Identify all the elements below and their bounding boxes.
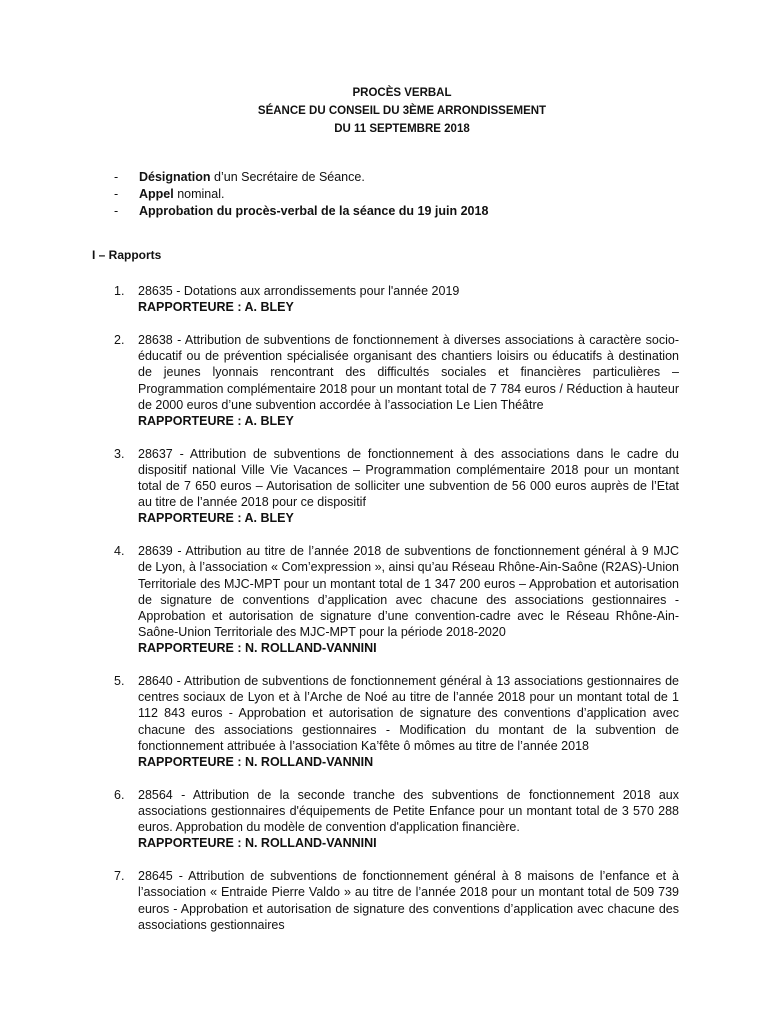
document-header	[0, 84, 770, 138]
agenda-dash: -	[114, 204, 119, 218]
agenda-dash: -	[114, 170, 119, 184]
agenda-item	[114, 203, 674, 220]
report-text: 28640 - Attribution de subventions de fonctionnement général à 13 associations gestionnaires de centres sociaux de Lyon et à l’Arche de Noé au titre de l’année 2018 pour un montant total de 1 112 843 euros - Approbation et autorisation de signature des conventions d’application avec chacune des associations gestionnaires - Modification du montant de la subvention de fonctionnement attribuée à l’association Ka’fête ô mômes au titre de l’année 2018	[138, 674, 679, 753]
report-item	[114, 673, 679, 770]
header-session: SÉANCE DU CONSEIL DU 3ÈME ARRONDISSEMENT	[257, 105, 547, 117]
agenda-item-bold: Appel	[139, 187, 174, 201]
report-item	[114, 543, 679, 656]
report-rapporteur: RAPPORTEURE : A. BLEY	[138, 413, 294, 428]
agenda-item-bold: Désignation	[139, 170, 211, 184]
report-text: 28635 - Dotations aux arrondissements pour l'année 2019	[138, 284, 460, 298]
reports-list	[114, 283, 679, 949]
report-text: 28564 - Attribution de la seconde tranche des subventions de fonctionnement 2018 aux associations gestionnaires d'équipements de Petite Enfance pour un montant total de 3 570 288 euros. Approbation du modèle de convention d'application financière.	[138, 787, 679, 835]
header-date: DU 11 SEPTEMBRE 2018	[334, 123, 470, 135]
report-text: 28638 - Attribution de subventions de fonctionnement à diverses associations à caractère socio-éducatif ou de prévention spécialisée organisant des chantiers loisirs ou éducatifs à destination de jeunes lyonnais rencontrant des difficultés sociales et financières particulières – Programmation complémentaire 2018 pour un montant total de 7 784 euros / Réduction à hauteur de 2000 euros d’une subvention accordée à l’association Le Lien Théâtre	[138, 332, 679, 412]
header-title: PROCÈS VERBAL	[352, 87, 452, 99]
agenda-list	[114, 169, 674, 220]
report-number: 6.	[114, 787, 125, 802]
report-item	[114, 446, 679, 527]
report-text: 28645 - Attribution de subventions de fonctionnement général à 8 maisons de l’enfance et à l’association « Entraide Pierre Valdo » au titre de l’année 2018 pour un montant total de 509 739 euros - Approbation et autorisation de signature des conventions d’application avec chacune des associations gestionnaires	[138, 869, 679, 932]
report-text: 28637 - Attribution de subventions de fonctionnement à des associations dans le cadre du dispositif national Ville Vie Vacances – Programmation complémentaire 2018 pour un montant total de 7 650 euros – Autorisation de solliciter une subvention de 56 000 euros auprès de l’Etat au titre de l’année 2018 pour ce dispositif	[138, 446, 679, 510]
report-number: 3.	[114, 446, 125, 461]
report-item	[114, 332, 679, 429]
report-number: 4.	[114, 544, 125, 559]
report-number: 5.	[114, 674, 125, 689]
report-number: 7.	[114, 869, 125, 884]
agenda-item-text: nominal.	[173, 187, 225, 201]
agenda-item	[114, 169, 674, 186]
report-item	[114, 868, 679, 933]
report-rapporteur: RAPPORTEURE : N. ROLLAND-VANNINI	[138, 836, 377, 851]
report-item	[114, 787, 679, 852]
agenda-dash: -	[114, 187, 119, 201]
agenda-item-bold: Approbation du procès-verbal de la séance du 19 juin 2018	[139, 204, 489, 218]
report-number: 2.	[114, 332, 125, 347]
report-text: 28639 - Attribution au titre de l’année 2018 de subventions de fonctionnement général à 9 MJC de Lyon, à l’association « Com’expression », ainsi qu’au Réseau Rhône-Ain-Saône (R2AS)-Union Territoriale des MJC-MPT pour un montant total de 1 347 200 euros – Approbation et autorisation de signature de conventions d’application avec chacune des associations gestionnaires - Approbation et autorisation de signature d’une convention-cadre avec le Réseau Rhône-Ain-Saône-Union Territoriale des MJC-MPT pour la période 2018-2020	[138, 544, 679, 640]
agenda-item-text: d’un Secrétaire de Séance.	[210, 170, 365, 184]
section-title: I – Rapports	[92, 248, 162, 262]
report-rapporteur: RAPPORTEURE : N. ROLLAND-VANNIN	[138, 755, 374, 770]
report-number: 1.	[114, 284, 125, 298]
report-rapporteur: RAPPORTEURE : N. ROLLAND-VANNINI	[138, 641, 377, 656]
agenda-item	[114, 186, 674, 203]
report-rapporteur: RAPPORTEURE : A. BLEY	[138, 300, 294, 315]
report-rapporteur: RAPPORTEURE : A. BLEY	[138, 511, 294, 526]
report-item	[114, 283, 679, 315]
